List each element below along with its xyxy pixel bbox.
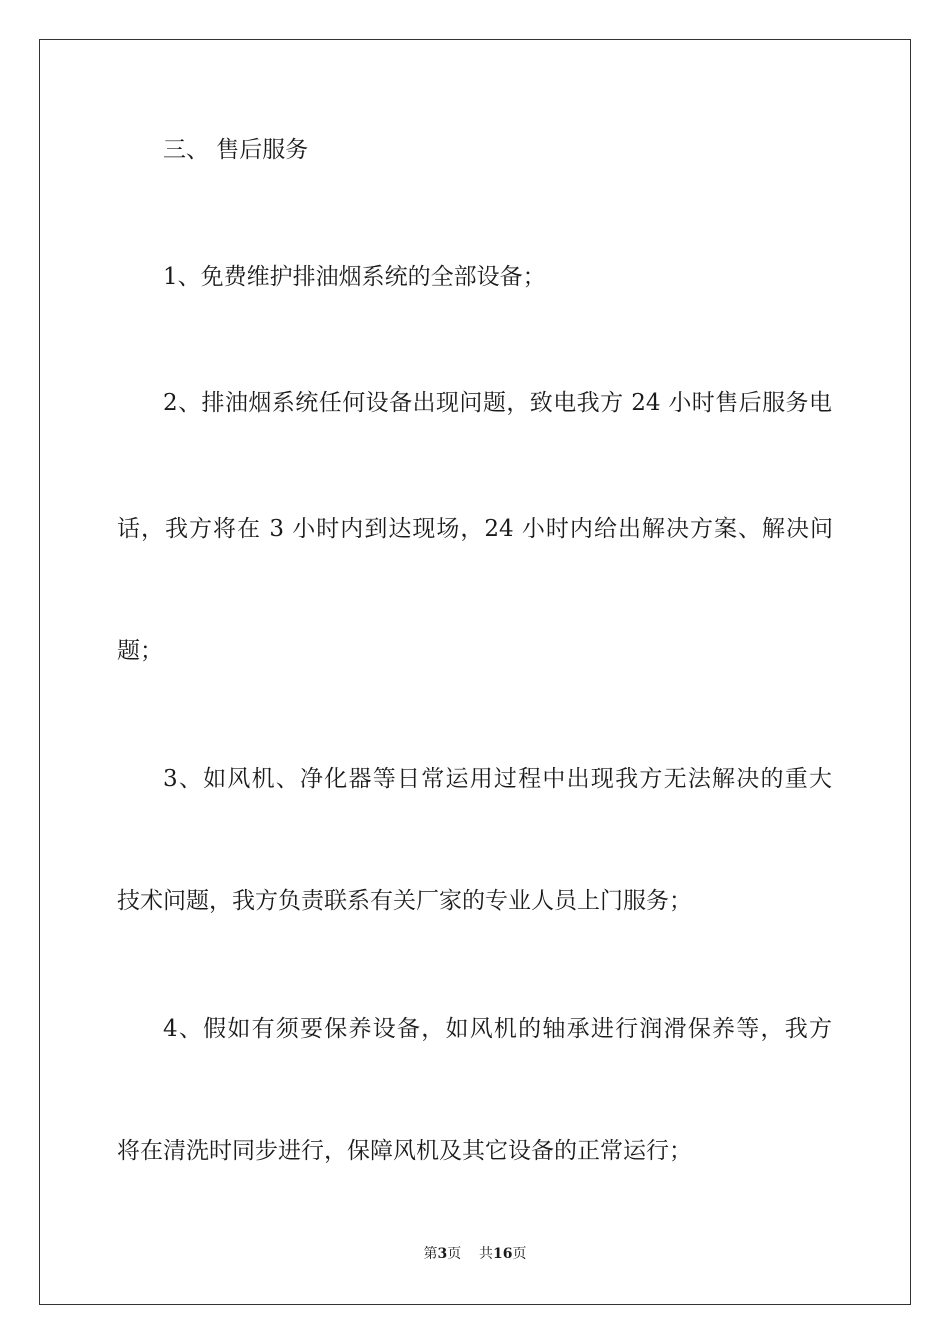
total-label-suffix: 页 xyxy=(512,1246,527,1262)
page-footer xyxy=(0,1244,950,1264)
paragraph-line: 2、排油烟系统任何设备出现问题，致电我方 24 小时售后服务电 xyxy=(163,390,832,416)
paragraph-line: 3、如风机、净化器等日常运用过程中出现我方无法解决的重大 xyxy=(163,766,832,792)
page-label-prefix: 第 xyxy=(423,1246,438,1262)
total-page-count: 16 xyxy=(493,1246,513,1262)
paragraph-line: 技术问题，我方负责联系有关厂家的专业人员上门服务； xyxy=(117,888,692,914)
paragraph-line: 话，我方将在 3 小时内到达现场，24 小时内给出解决方案、解决问 xyxy=(117,516,833,542)
page-border xyxy=(39,39,911,1305)
paragraph-line: 题； xyxy=(117,638,163,664)
section-heading: 三、 售后服务 xyxy=(163,137,309,163)
paragraph-line: 1、免费维护排油烟系统的全部设备； xyxy=(163,264,546,290)
page-label-suffix: 页 xyxy=(447,1246,462,1262)
total-label-prefix: 共 xyxy=(479,1246,494,1262)
paragraph-line: 4、假如有须要保养设备，如风机的轴承进行润滑保养等，我方 xyxy=(163,1016,832,1042)
paragraph-line: 将在清洗时同步进行，保障风机及其它设备的正常运行； xyxy=(117,1138,692,1164)
current-page-number: 3 xyxy=(437,1246,448,1262)
